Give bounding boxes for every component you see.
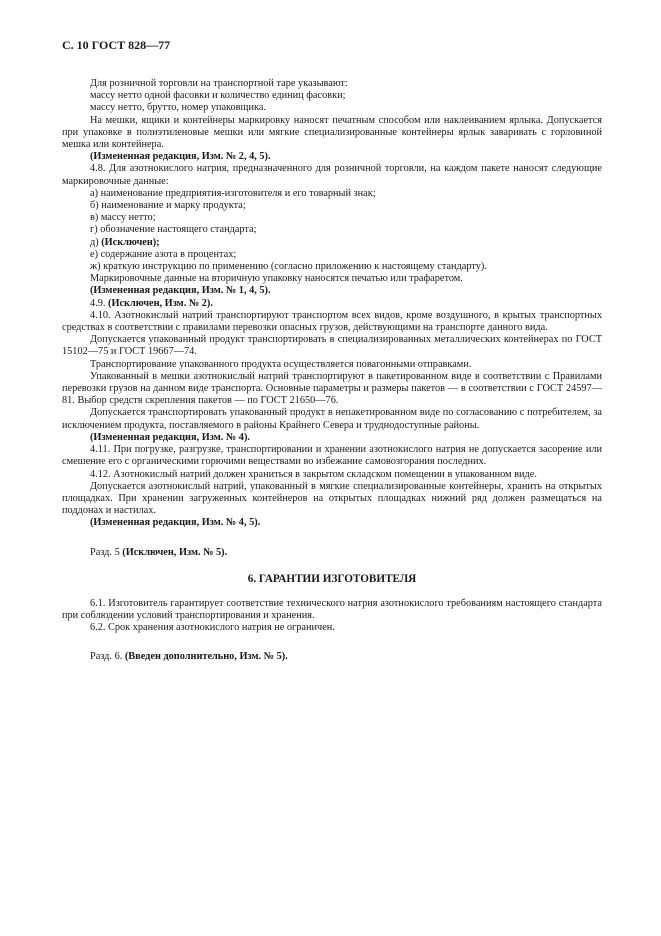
list-item: б) наименование и марку продукта; (90, 200, 246, 212)
clause-6-2: 6.2. Срок хранения азотнокислого натрия не ограничен. (90, 622, 335, 634)
clause-4-10: 4.10. Азотнокислый натрий транспортируют транспортом всех видов, кроме воздушного, в крытых транспортных средствах в соответствии с правилами перевозки опасных грузов, действующими на транспорте данного вида. (62, 309, 602, 334)
section-5-note (62, 547, 602, 559)
excluded-note: (Исключен, Изм. № 5). (122, 546, 228, 558)
list-item (62, 237, 602, 249)
list-item: в) массу нетто; (90, 212, 156, 224)
paragraph: массу нетто, брутто, номер упаковщика. (90, 102, 266, 114)
paragraph: массу нетто одной фасовки и количество единиц фасовки; (90, 90, 346, 102)
paragraph: Маркировочные данные на вторичную упаковку наносятся печатью или трафаретом. (90, 273, 463, 285)
clause-number: 4.9. (90, 297, 106, 309)
section-6-note (62, 651, 602, 663)
list-item: ж) краткую инструкцию по применению (согласно приложению к настоящему стандарту). (90, 261, 487, 273)
added-note: (Введен дополнительно, Изм. № 5). (124, 651, 288, 663)
paragraph: Допускается упакованный продукт транспортировать в специализированных металлических контейнерах по ГОСТ 15102—75 и ГОСТ 19667—74. (62, 334, 602, 358)
amendment-note: (Измененная редакция, Изм. № 4). (90, 431, 250, 443)
paragraph: Упакованный в мешки азотнокислый натрий транспортируют в пакетированном виде в соответствии с Правилами перевозки грузов на данном виде транспорта. Основные параметры и размеры пакетов — в соответствии с ГОСТ 24597—81. Выбор средств скрепления пакетов — по ГОСТ 21650—76. (62, 370, 602, 407)
paragraph: На мешки, ящики и контейнеры маркировку наносят печатным способом или наклеиванием ярлыка. Допускается при упаковке в полиэтиленовые мешки или мягкие специализированные контейнеры ярлык заваривать с горловиной мешка или контейнера. (62, 114, 602, 151)
excluded-note: (Исключен, Изм. № 2). (108, 297, 213, 309)
clause-4-8: 4.8. Для азотнокислого натрия, предназначенного для розничной торговли, на каждом пакете наносят следующие маркировочные данные: (62, 163, 602, 187)
section-ref: Разд. 5 (90, 546, 120, 558)
list-item: а) наименование предприятия-изготовителя и его товарный знак; (90, 187, 376, 199)
section-ref: Разд. 6. (90, 651, 123, 663)
section-heading: 6. ГАРАНТИИ ИЗГОТОВИТЕЛЯ (247, 572, 417, 585)
page-header: С. 10 ГОСТ 828—77 (62, 38, 171, 52)
amendment-note: (Измененная редакция, Изм. № 4, 5). (90, 517, 261, 529)
paragraph: Транспортирование упакованного продукта осуществляется повагонными отправками. (90, 358, 472, 370)
list-item: г) обозначение настоящего стандарта; (90, 224, 257, 236)
amendment-note: (Измененная редакция, Изм. № 1, 4, 5). (90, 285, 271, 297)
excluded-note: (Исключен); (101, 236, 160, 248)
amendment-note: (Измененная редакция, Изм. № 2, 4, 5). (90, 151, 271, 163)
list-item: е) содержание азота в процентах; (90, 248, 237, 260)
clause-4-12: 4.12. Азотнокислый натрий должен храниться в закрытом складском помещении в упакованном виде. (90, 468, 537, 480)
paragraph: Допускается азотнокислый натрий, упакованный в мягкие специализированные контейнеры, хранить на открытых площадках. При хранении загруженных контейнеров на открытых площадках нижний ряд должен размещаться на поддонах и настилах. (62, 480, 602, 517)
clause-4-9 (62, 298, 602, 310)
clause-6-1: 6.1. Изготовитель гарантирует соответствие технического натрия азотнокислого требованиям настоящего стандарта при соблюдении условий транспортирования и хранения. (62, 597, 602, 621)
paragraph: Для розничной торговли на транспортной таре указывают: (90, 78, 348, 89)
document-page (62, 38, 602, 664)
paragraph: Допускается транспортировать упакованный продукт в непакетированном виде по согласованию с потребителем, за исключением продукта, поставляемого в районы Крайнего Севера и труднодоступные районы. (62, 407, 602, 431)
clause-4-11: 4.11. При погрузке, разгрузке, транспортировании и хранении азотнокислого натрия не допускается засорение или смешение его с органическими горючими веществами во избежание самовозгорания последних. (62, 444, 602, 468)
list-marker: д) (90, 236, 99, 248)
